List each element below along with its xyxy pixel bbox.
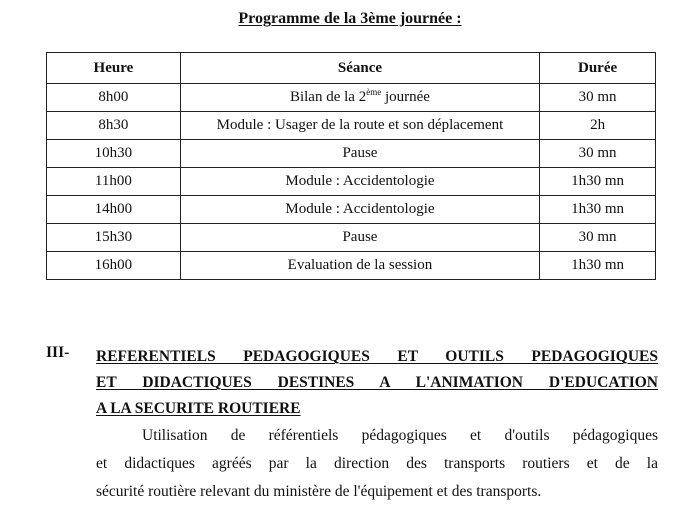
- section-title: [96, 344, 658, 422]
- table-row: [47, 224, 656, 252]
- table-header-row: [47, 53, 656, 84]
- section-title-line: REFERENTIELS PEDAGOGIQUES ET OUTILS PEDAGOGIQUES: [96, 348, 658, 365]
- cell-heure: 14h00: [47, 196, 181, 224]
- cell-heure: 15h30: [47, 224, 181, 252]
- header-duree: Durée: [540, 53, 656, 84]
- table-row: [47, 168, 656, 196]
- section-number: III-: [46, 344, 70, 361]
- cell-seance: Pause: [180, 224, 539, 252]
- section-body: [96, 422, 658, 506]
- cell-duree: 1h30 mn: [540, 196, 656, 224]
- table-row: [47, 112, 656, 140]
- cell-duree: 1h30 mn: [540, 252, 656, 280]
- cell-seance: [180, 84, 539, 112]
- seance-text: Bilan de la 2: [289, 89, 367, 105]
- seance-superscript: ème: [366, 87, 382, 97]
- cell-seance: Module : Usager de la route et son déplacement: [180, 112, 539, 140]
- programme-title: Programme de la 3ème journée :: [238, 10, 462, 27]
- header-heure: Heure: [47, 53, 181, 84]
- table-row: [47, 140, 656, 168]
- cell-seance: Module : Accidentologie: [180, 168, 539, 196]
- cell-seance: Module : Accidentologie: [180, 196, 539, 224]
- table-row: [47, 84, 656, 112]
- cell-heure: 8h00: [47, 84, 181, 112]
- table-row: [47, 196, 656, 224]
- section-title-line: ET DIDACTIQUES DESTINES A L'ANIMATION D'EDUCATION: [96, 374, 658, 391]
- schedule-table: [46, 52, 656, 280]
- cell-heure: 16h00: [47, 252, 181, 280]
- cell-seance: Pause: [180, 140, 539, 168]
- cell-heure: 10h30: [47, 140, 181, 168]
- cell-duree: 30 mn: [540, 84, 656, 112]
- cell-duree: 1h30 mn: [540, 168, 656, 196]
- table-row: [47, 252, 656, 280]
- cell-duree: 30 mn: [540, 140, 656, 168]
- body-line: et didactiques agréés par la direction des transports routiers et de la: [96, 455, 658, 472]
- cell-seance: Evaluation de la session: [180, 252, 539, 280]
- seance-text-end: journée: [381, 89, 430, 105]
- body-line: Utilisation de référentiels pédagogiques et d'outils pédagogiques: [142, 427, 658, 444]
- cell-heure: 11h00: [47, 168, 181, 196]
- cell-duree: 2h: [540, 112, 656, 140]
- cell-heure: 8h30: [47, 112, 181, 140]
- section-title-line: A LA SECURITE ROUTIERE: [96, 400, 301, 417]
- header-seance: Séance: [180, 53, 539, 84]
- cell-duree: 30 mn: [540, 224, 656, 252]
- body-line: sécurité routière relevant du ministère de l'équipement et des transports.: [96, 483, 542, 500]
